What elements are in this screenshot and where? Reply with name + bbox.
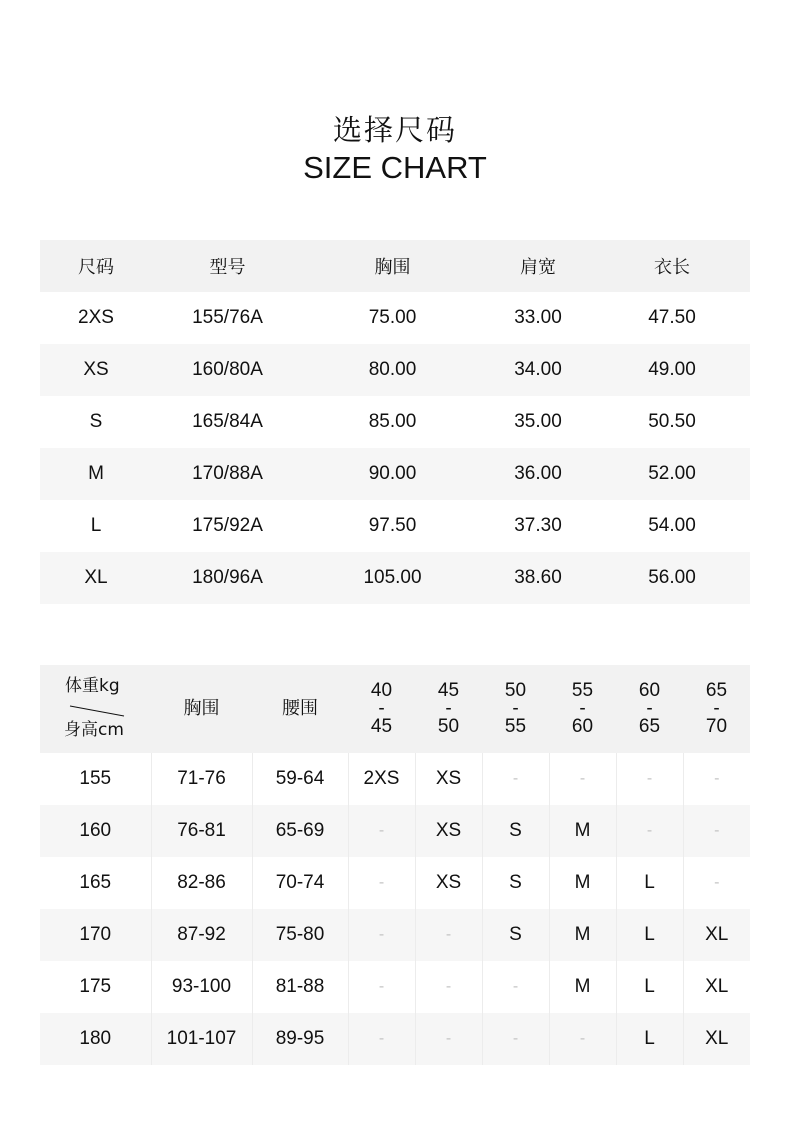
- size-rec-cell: -: [616, 805, 683, 857]
- chest-cell: 85.00: [303, 396, 482, 448]
- header-model: 型号: [152, 240, 303, 292]
- shoulder-cell: 35.00: [482, 396, 594, 448]
- length-cell: 54.00: [594, 500, 750, 552]
- length-cell: 47.50: [594, 292, 750, 344]
- size-cell: L: [40, 500, 152, 552]
- height-cell: 175: [40, 961, 151, 1013]
- size-rec-cell: XS: [415, 805, 482, 857]
- size-rec-cell: M: [549, 805, 616, 857]
- weight-range-header: 45 - 50: [415, 665, 482, 753]
- fit-guide-table: [40, 665, 750, 1065]
- size-rec-cell: -: [348, 857, 415, 909]
- size-cell: 2XS: [40, 292, 152, 344]
- chest-cell: 105.00: [303, 552, 482, 604]
- height-cell: 170: [40, 909, 151, 961]
- header-chest: 胸围: [303, 240, 482, 292]
- header-shoulder: 肩宽: [482, 240, 594, 292]
- size-rec-cell: -: [348, 1013, 415, 1065]
- shoulder-cell: 36.00: [482, 448, 594, 500]
- table-row: [40, 448, 750, 500]
- size-rec-cell: L: [616, 909, 683, 961]
- fit-guide-header-row: [40, 665, 750, 753]
- table-row: [40, 500, 750, 552]
- weight-range-header: 55 - 60: [549, 665, 616, 753]
- table-row: [40, 396, 750, 448]
- size-rec-cell: -: [415, 1013, 482, 1065]
- chest-range-cell: 101-107: [151, 1013, 252, 1065]
- header-waist-range: 腰围: [252, 665, 348, 753]
- model-cell: 160/80A: [152, 344, 303, 396]
- waist-range-cell: 75-80: [252, 909, 348, 961]
- size-rec-cell: -: [482, 961, 549, 1013]
- chest-cell: 80.00: [303, 344, 482, 396]
- chest-cell: 90.00: [303, 448, 482, 500]
- model-cell: 165/84A: [152, 396, 303, 448]
- model-cell: 175/92A: [152, 500, 303, 552]
- size-cell: M: [40, 448, 152, 500]
- shoulder-cell: 38.60: [482, 552, 594, 604]
- size-rec-cell: -: [683, 857, 750, 909]
- height-cell: 160: [40, 805, 151, 857]
- size-table: [40, 240, 750, 604]
- weight-range-header: 40 - 45: [348, 665, 415, 753]
- weight-unit-label: 体重kg: [65, 676, 120, 696]
- shoulder-cell: 37.30: [482, 500, 594, 552]
- table-row: [40, 753, 750, 805]
- waist-range-cell: 59-64: [252, 753, 348, 805]
- header-size: 尺码: [40, 240, 152, 292]
- shoulder-cell: 34.00: [482, 344, 594, 396]
- size-cell: XS: [40, 344, 152, 396]
- size-rec-cell: L: [616, 1013, 683, 1065]
- chest-cell: 75.00: [303, 292, 482, 344]
- length-cell: 56.00: [594, 552, 750, 604]
- header-chest-range: 胸围: [151, 665, 252, 753]
- corner-cell: [40, 665, 151, 753]
- table-row: [40, 909, 750, 961]
- size-rec-cell: -: [482, 1013, 549, 1065]
- table-row: [40, 805, 750, 857]
- table-row: [40, 961, 750, 1013]
- size-rec-cell: -: [348, 805, 415, 857]
- size-rec-cell: -: [549, 753, 616, 805]
- size-rec-cell: XS: [415, 753, 482, 805]
- size-rec-cell: L: [616, 961, 683, 1013]
- chest-range-cell: 71-76: [151, 753, 252, 805]
- size-rec-cell: XL: [683, 909, 750, 961]
- model-cell: 155/76A: [152, 292, 303, 344]
- weight-range-header: 60 - 65: [616, 665, 683, 753]
- table-row: [40, 552, 750, 604]
- chest-cell: 97.50: [303, 500, 482, 552]
- length-cell: 49.00: [594, 344, 750, 396]
- height-cell: 165: [40, 857, 151, 909]
- size-rec-cell: -: [415, 961, 482, 1013]
- page-title-en: SIZE CHART: [303, 150, 487, 185]
- table-row: [40, 344, 750, 396]
- chest-range-cell: 87-92: [151, 909, 252, 961]
- size-rec-cell: XL: [683, 1013, 750, 1065]
- chest-range-cell: 76-81: [151, 805, 252, 857]
- size-rec-cell: M: [549, 909, 616, 961]
- table-row: [40, 292, 750, 344]
- waist-range-cell: 70-74: [252, 857, 348, 909]
- size-rec-cell: -: [616, 753, 683, 805]
- size-rec-cell: -: [348, 961, 415, 1013]
- model-cell: 170/88A: [152, 448, 303, 500]
- weight-range-header: 50 - 55: [482, 665, 549, 753]
- height-cell: 180: [40, 1013, 151, 1065]
- size-rec-cell: S: [482, 805, 549, 857]
- size-rec-cell: -: [549, 1013, 616, 1065]
- shoulder-cell: 33.00: [482, 292, 594, 344]
- page-title-cn: 选择尺码: [332, 113, 457, 147]
- length-cell: 52.00: [594, 448, 750, 500]
- size-table-header-row: [40, 240, 750, 292]
- size-rec-cell: M: [549, 961, 616, 1013]
- size-rec-cell: S: [482, 857, 549, 909]
- weight-range-header: 65 - 70: [683, 665, 750, 753]
- size-rec-cell: -: [683, 805, 750, 857]
- size-rec-cell: -: [348, 909, 415, 961]
- waist-range-cell: 81-88: [252, 961, 348, 1013]
- height-unit-label: 身高cm: [64, 720, 124, 740]
- length-cell: 50.50: [594, 396, 750, 448]
- size-rec-cell: M: [549, 857, 616, 909]
- size-rec-cell: 2XS: [348, 753, 415, 805]
- size-rec-cell: -: [482, 753, 549, 805]
- size-rec-cell: S: [482, 909, 549, 961]
- header-length: 衣长: [594, 240, 750, 292]
- waist-range-cell: 89-95: [252, 1013, 348, 1065]
- size-cell: S: [40, 396, 152, 448]
- chest-range-cell: 93-100: [151, 961, 252, 1013]
- size-rec-cell: XS: [415, 857, 482, 909]
- size-rec-cell: L: [616, 857, 683, 909]
- size-rec-cell: XL: [683, 961, 750, 1013]
- chest-range-cell: 82-86: [151, 857, 252, 909]
- table-row: [40, 857, 750, 909]
- model-cell: 180/96A: [152, 552, 303, 604]
- table-row: [40, 1013, 750, 1065]
- size-rec-cell: -: [683, 753, 750, 805]
- size-cell: XL: [40, 552, 152, 604]
- size-rec-cell: -: [415, 909, 482, 961]
- height-cell: 155: [40, 753, 151, 805]
- waist-range-cell: 65-69: [252, 805, 348, 857]
